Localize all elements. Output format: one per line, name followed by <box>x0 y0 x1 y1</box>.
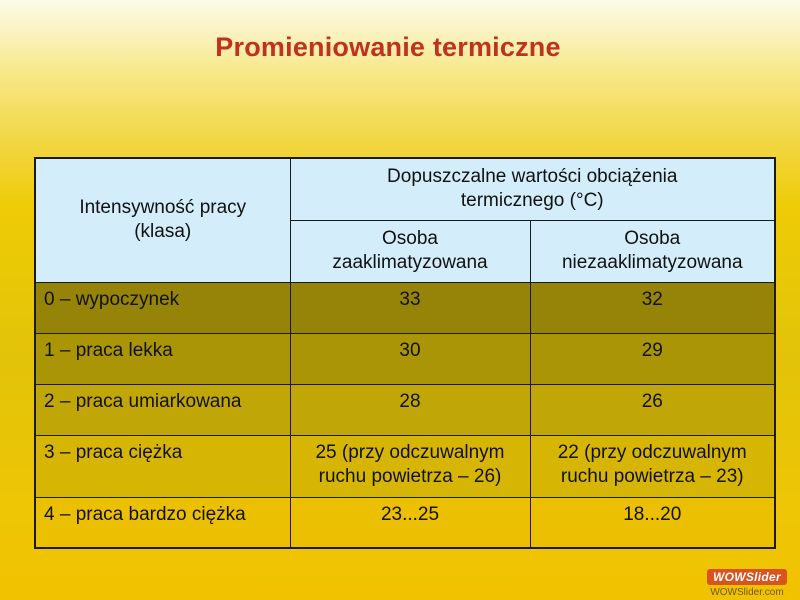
header-acclimatized: Osoba zaaklimatyzowana <box>290 220 530 282</box>
row-label: 0 – wypoczynek <box>35 282 290 333</box>
wowslider-watermark[interactable] <box>704 568 790 598</box>
value-non-acclimatized: 26 <box>530 384 775 435</box>
table-row <box>35 435 775 497</box>
wowslider-logo[interactable]: WOWSlider <box>707 569 787 585</box>
value-non-acclimatized: 22 (przy odczuwalnym ruchu powietrza – 23) <box>530 435 775 497</box>
value-acclimatized: 33 <box>290 282 530 333</box>
table-row <box>35 497 775 548</box>
value-non-acclimatized: 29 <box>530 333 775 384</box>
value-acclimatized: 28 <box>290 384 530 435</box>
row-label: 1 – praca lekka <box>35 333 290 384</box>
value-acclimatized: 23...25 <box>290 497 530 548</box>
header-work-intensity: Intensywność pracy (klasa) <box>35 158 290 282</box>
table-row <box>35 282 775 333</box>
value-non-acclimatized: 18...20 <box>530 497 775 548</box>
header-non-acclimatized: Osoba niezaaklimatyzowana <box>530 220 775 282</box>
row-label: 2 – praca umiarkowana <box>35 384 290 435</box>
row-label: 3 – praca ciężka <box>35 435 290 497</box>
header-permissible-values: Dopuszczalne wartości obciążenia termicznego (°C) <box>290 158 775 220</box>
row-label: 4 – praca bardzo ciężka <box>35 497 290 548</box>
slide-title: Promieniowanie termiczne <box>215 32 561 62</box>
wowslider-url[interactable]: WOWSlider.com <box>710 587 784 598</box>
table-row <box>35 333 775 384</box>
value-acclimatized: 30 <box>290 333 530 384</box>
thermal-load-table <box>34 157 776 549</box>
value-acclimatized: 25 (przy odczuwalnym ruchu powietrza – 26) <box>290 435 530 497</box>
table-row <box>35 384 775 435</box>
value-non-acclimatized: 32 <box>530 282 775 333</box>
